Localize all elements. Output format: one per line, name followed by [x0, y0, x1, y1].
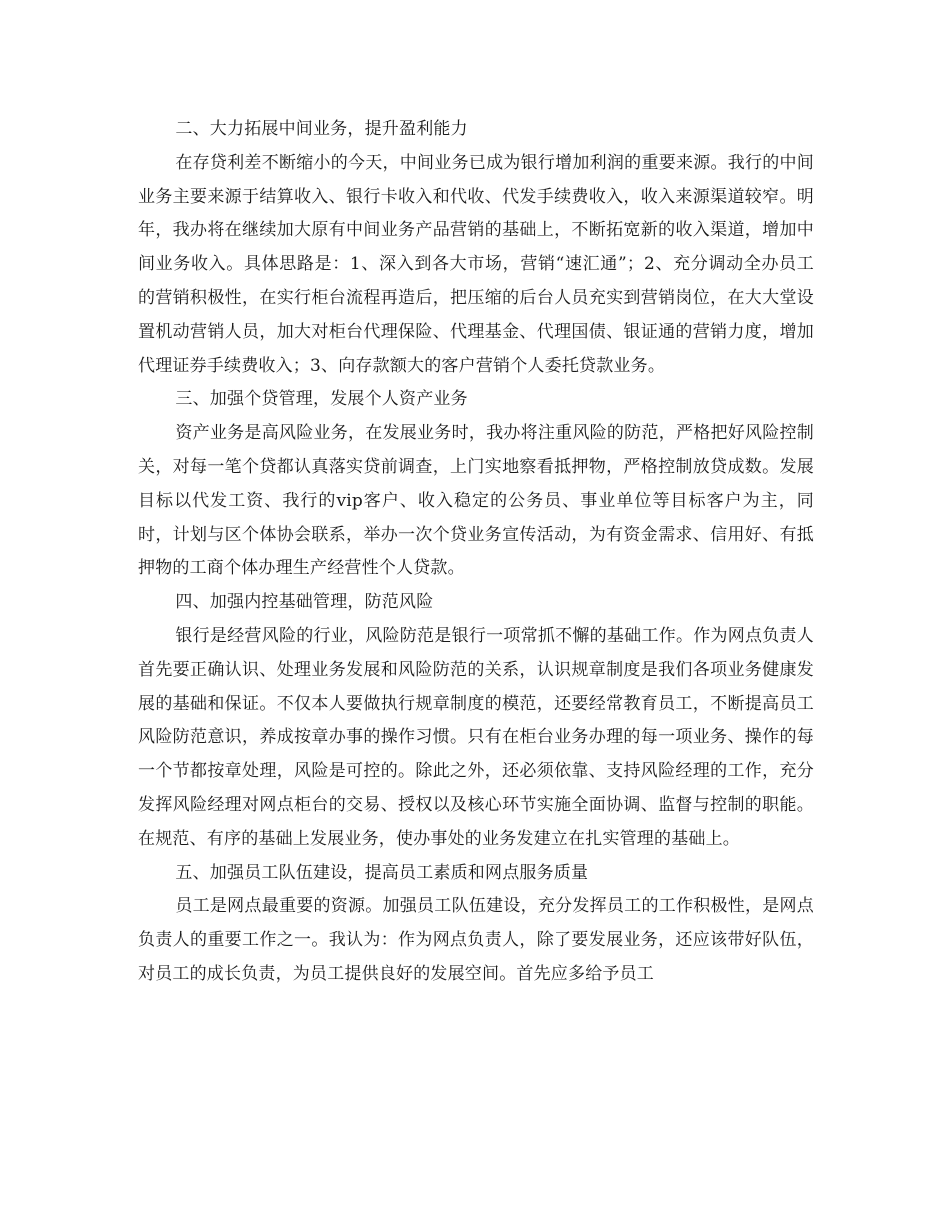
paragraph-staff-building: 员工是网点最重要的资源。加强员工队伍建设，充分发挥员工的工作积极性，是网点负责人的重要工作之一。我认为：作为网点负责人，除了要发展业务，还应该带好队伍，对员工的成长负责，为员工提供良好的发展空间。首先应多给予员工 [138, 896, 814, 984]
section-heading-4: 四、加强内控基础管理，防范风险 [175, 592, 434, 613]
paragraph-intermediate-business: 在存贷利差不断缩小的今天，中间业务已成为银行增加利润的重要来源。我行的中间业务主要来源于结算收入、银行卡收入和代收、代发手续费收入，收入来源渠道较窄。明年，我办将在继续加大原有中间业务产品营销的基础上，不断拓宽新的收入渠道，增加中间业务收入。具体思路是：1、深入到各大市场，营销“速汇通”；2、充分调动全办员工的营销积极性，在实行柜台流程再造后，把压缩的后台人员充实到营销岗位，在大大堂设置机动营销人员，加大对柜台代理保险、代理基金、代理国债、银证通的营销力度，增加代理证券手续费收入；3、向存款额大的客户营销个人委托贷款业务。 [138, 152, 814, 376]
document-body [138, 113, 814, 992]
paragraph-personal-loans: 资产业务是高风险业务，在发展业务时，我办将注重风险的防范，严格把好风险控制关，对每一笔个贷都认真落实贷前调查，上门实地察看抵押物，严格控制放贷成数。发展目标以代发工资、我行的vip客户、收入稳定的公务员、事业单位等目标客户为主，同时，计划与区个体协会联系，举办一次个贷业务宣传活动，为有资金需求、信用好、有抵押物的工商个体办理生产经营性个人贷款。 [138, 423, 814, 579]
section-heading-3: 三、加强个贷管理，发展个人资产业务 [175, 389, 468, 410]
section-heading-2: 二、大力拓展中间业务，提升盈利能力 [175, 119, 468, 139]
paragraph-risk-control: 银行是经营风险的行业，风险防范是银行一项常抓不懈的基础工作。作为网点负责人首先要正确认识、处理业务发展和风险防范的关系，认识规章制度是我们各项业务健康发展的基础和保证。不仅本人要做执行规章制度的模范，还要经常教育员工，不断提高员工风险防范意识，养成按章办事的操作习惯。只有在柜台业务办理的每一项业务、操作的每一个节都按章处理，风险是可控的。除此之外，还必须依靠、支持风险经理的工作，充分发挥风险经理对网点柜台的交易、授权以及核心环节实施全面协调、监督与控制的职能。在规范、有序的基础上发展业务，使办事处的业务发建立在扎实管理的基础上。 [138, 625, 814, 849]
section-heading-5: 五、加强员工队伍建设，提高员工素质和网点服务质量 [175, 862, 589, 883]
